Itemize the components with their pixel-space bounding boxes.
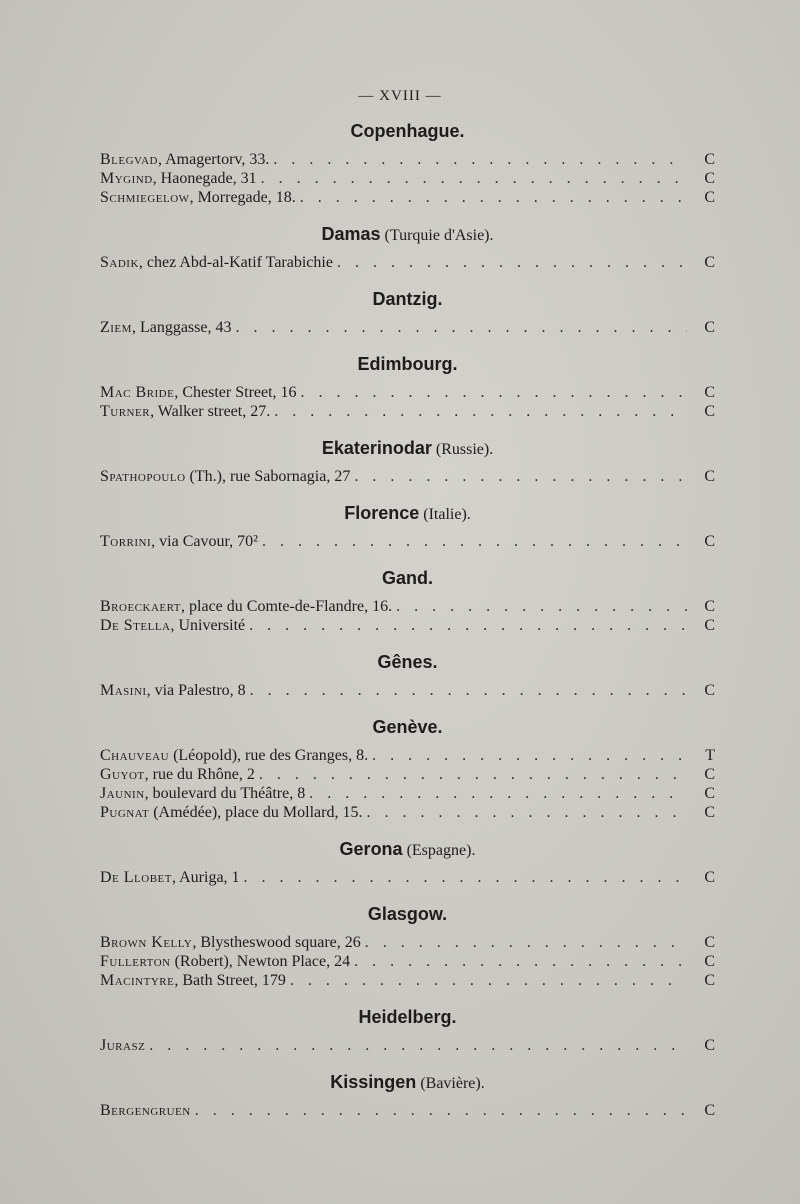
entry-list	[100, 868, 715, 887]
city-section	[100, 351, 715, 421]
entry-code: C	[704, 953, 715, 970]
city-name: Ekaterinodar	[321, 438, 432, 458]
entry-code: C	[704, 189, 715, 206]
city-heading	[100, 500, 715, 526]
city-section	[100, 901, 715, 990]
city-section	[100, 435, 715, 486]
entry-list	[100, 318, 715, 337]
entry-address: (Amédée), place du Mollard, 15.	[149, 804, 363, 821]
list-item	[100, 1036, 715, 1055]
entry-address: , Langgasse, 43	[131, 319, 232, 336]
list-item	[100, 318, 715, 337]
list-item	[100, 681, 715, 700]
city-note: (Bavière).	[416, 1075, 485, 1092]
entry-name: Masini	[100, 682, 147, 699]
dot-leader	[372, 746, 687, 765]
city-heading	[100, 649, 715, 675]
dot-leader	[262, 532, 687, 551]
entry-code: C	[704, 869, 715, 886]
entry-name: Blegvad	[100, 151, 158, 168]
entry-address: , via Cavour, 70²	[151, 533, 258, 550]
entry-list	[100, 746, 715, 822]
dot-leader	[261, 169, 687, 188]
entry-code: C	[704, 1102, 715, 1119]
entry-list	[100, 597, 715, 635]
dot-leader	[244, 868, 687, 887]
dot-leader	[309, 784, 687, 803]
entry-code: C	[704, 1037, 715, 1054]
city-name: Glasgow.	[367, 904, 448, 924]
entry-name: Brown Kelly	[100, 934, 193, 951]
city-heading	[100, 435, 715, 461]
entry-code: C	[704, 598, 715, 615]
list-item	[100, 188, 715, 207]
list-item	[100, 467, 715, 486]
entry-address: , via Palestro, 8	[146, 682, 246, 699]
dot-leader	[301, 383, 687, 402]
dot-leader	[273, 150, 687, 169]
entry-name: Bergengruen	[100, 1102, 191, 1119]
list-item	[100, 803, 715, 822]
city-section	[100, 649, 715, 700]
directory-listing	[100, 118, 715, 1120]
list-item	[100, 868, 715, 887]
entry-list	[100, 150, 715, 207]
dot-leader	[365, 933, 687, 952]
city-name: Genève.	[372, 717, 443, 737]
entry-code: C	[704, 766, 715, 783]
entry-name: Fullerton	[100, 953, 171, 970]
entry-list	[100, 532, 715, 551]
city-name: Kissingen	[330, 1072, 417, 1092]
dot-leader	[366, 803, 687, 822]
list-item	[100, 150, 715, 169]
dot-leader	[149, 1036, 687, 1055]
city-section	[100, 118, 715, 207]
entry-code: C	[704, 151, 715, 168]
city-name: Florence	[344, 503, 420, 523]
city-name: Heidelberg.	[358, 1007, 457, 1027]
entry-list	[100, 1101, 715, 1120]
list-item	[100, 746, 715, 765]
entry-address: , Haonegade, 31	[152, 170, 257, 187]
list-item	[100, 1101, 715, 1120]
entry-name: Turner	[100, 403, 151, 420]
dot-leader	[354, 467, 687, 486]
city-note: (Espagne).	[402, 842, 476, 859]
city-heading	[100, 351, 715, 377]
city-heading	[100, 714, 715, 740]
entry-code: C	[704, 785, 715, 802]
city-name: Dantzig.	[372, 289, 443, 309]
entry-address: , Auriga, 1	[172, 869, 240, 886]
entry-code: C	[704, 319, 715, 336]
entry-code: C	[704, 804, 715, 821]
entry-address: , Blystheswood square, 26	[192, 934, 361, 951]
dot-leader	[195, 1101, 687, 1120]
city-name: Damas	[321, 224, 381, 244]
entry-address: , Bath Street, 179	[174, 972, 286, 989]
entry-code: C	[704, 934, 715, 951]
list-item	[100, 383, 715, 402]
entry-code: C	[704, 384, 715, 401]
entry-list	[100, 383, 715, 421]
list-item	[100, 616, 715, 635]
city-heading	[100, 1069, 715, 1095]
city-heading	[100, 221, 715, 247]
city-heading	[100, 901, 715, 927]
city-heading	[100, 836, 715, 862]
city-section	[100, 286, 715, 337]
entry-list	[100, 467, 715, 486]
city-section	[100, 714, 715, 822]
entry-name: Mygind	[100, 170, 153, 187]
entry-name: Mac Bride	[100, 384, 175, 401]
entry-name: Jurasz	[100, 1037, 146, 1054]
entry-code: T	[705, 747, 715, 764]
entry-address: , Morregade, 18.	[189, 189, 296, 206]
entry-address: , rue du Rhône, 2	[144, 766, 255, 783]
city-name: Gênes.	[377, 652, 438, 672]
entry-code: C	[704, 617, 715, 634]
dot-leader	[396, 597, 687, 616]
city-heading	[100, 118, 715, 144]
entry-list	[100, 933, 715, 990]
city-name: Gerona	[339, 839, 403, 859]
city-name: Edimbourg.	[357, 354, 458, 374]
city-note: (Turquie d'Asie).	[380, 227, 494, 244]
dot-leader	[274, 402, 687, 421]
entry-code: C	[704, 533, 715, 550]
entry-address: (Th.), rue Sabornagia, 27	[185, 468, 351, 485]
entry-name: Sadik	[100, 254, 139, 271]
entry-name: De Llobet	[100, 869, 172, 886]
list-item	[100, 169, 715, 188]
entry-name: Jaunin	[100, 785, 145, 802]
dot-leader	[235, 318, 687, 337]
entry-list	[100, 681, 715, 700]
entry-name: Torrini	[100, 533, 152, 550]
entry-code: C	[704, 682, 715, 699]
entry-name: Schmiegelow	[100, 189, 190, 206]
entry-code: C	[704, 170, 715, 187]
entry-list	[100, 253, 715, 272]
entry-address: (Léopold), rue des Granges, 8.	[169, 747, 369, 764]
entry-name: Guyot	[100, 766, 145, 783]
dot-leader	[250, 681, 687, 700]
list-item	[100, 933, 715, 952]
entry-address: , boulevard du Théâtre, 8	[144, 785, 306, 802]
entry-code: C	[704, 468, 715, 485]
entry-address: , Université	[170, 617, 246, 634]
city-heading	[100, 565, 715, 591]
entry-name: Chauveau	[100, 747, 170, 764]
entry-name: Pugnat	[100, 804, 150, 821]
list-item	[100, 253, 715, 272]
dot-leader	[300, 188, 687, 207]
city-section	[100, 836, 715, 887]
city-section	[100, 565, 715, 635]
dot-leader	[337, 253, 687, 272]
entry-address: , place du Comte-de-Flandre, 16.	[181, 598, 393, 615]
list-item	[100, 971, 715, 990]
entry-name: Broeckaert	[100, 598, 182, 615]
entry-code: C	[704, 972, 715, 989]
entry-name: De Stella	[100, 617, 171, 634]
city-note: (Italie).	[419, 506, 471, 523]
city-note: (Russie).	[431, 441, 494, 458]
entry-address: , chez Abd-al-Katif Tarabichie	[138, 254, 333, 271]
entry-name: Spathopoulo	[100, 468, 186, 485]
entry-address: , Amagertorv, 33.	[157, 151, 270, 168]
entry-code: C	[704, 403, 715, 420]
entry-address: , Walker street, 27.	[150, 403, 271, 420]
entry-address: , Chester Street, 16	[174, 384, 297, 401]
entry-name: Macintyre	[100, 972, 175, 989]
entry-list	[100, 1036, 715, 1055]
list-item	[100, 952, 715, 971]
city-heading	[100, 286, 715, 312]
list-item	[100, 765, 715, 784]
page-number: — XVIII —	[358, 88, 442, 104]
dot-leader	[259, 765, 687, 784]
entry-address: (Robert), Newton Place, 24	[170, 953, 351, 970]
city-section	[100, 500, 715, 551]
dot-leader	[249, 616, 687, 635]
city-section	[100, 221, 715, 272]
dot-leader	[354, 952, 687, 971]
list-item	[100, 597, 715, 616]
entry-code: C	[704, 254, 715, 271]
list-item	[100, 532, 715, 551]
city-heading	[100, 1004, 715, 1030]
city-section	[100, 1004, 715, 1055]
city-section	[100, 1069, 715, 1120]
city-name: Gand.	[381, 568, 433, 588]
list-item	[100, 402, 715, 421]
list-item	[100, 784, 715, 803]
dot-leader	[290, 971, 687, 990]
entry-name: Ziem	[100, 319, 132, 336]
city-name: Copenhague.	[350, 121, 465, 141]
